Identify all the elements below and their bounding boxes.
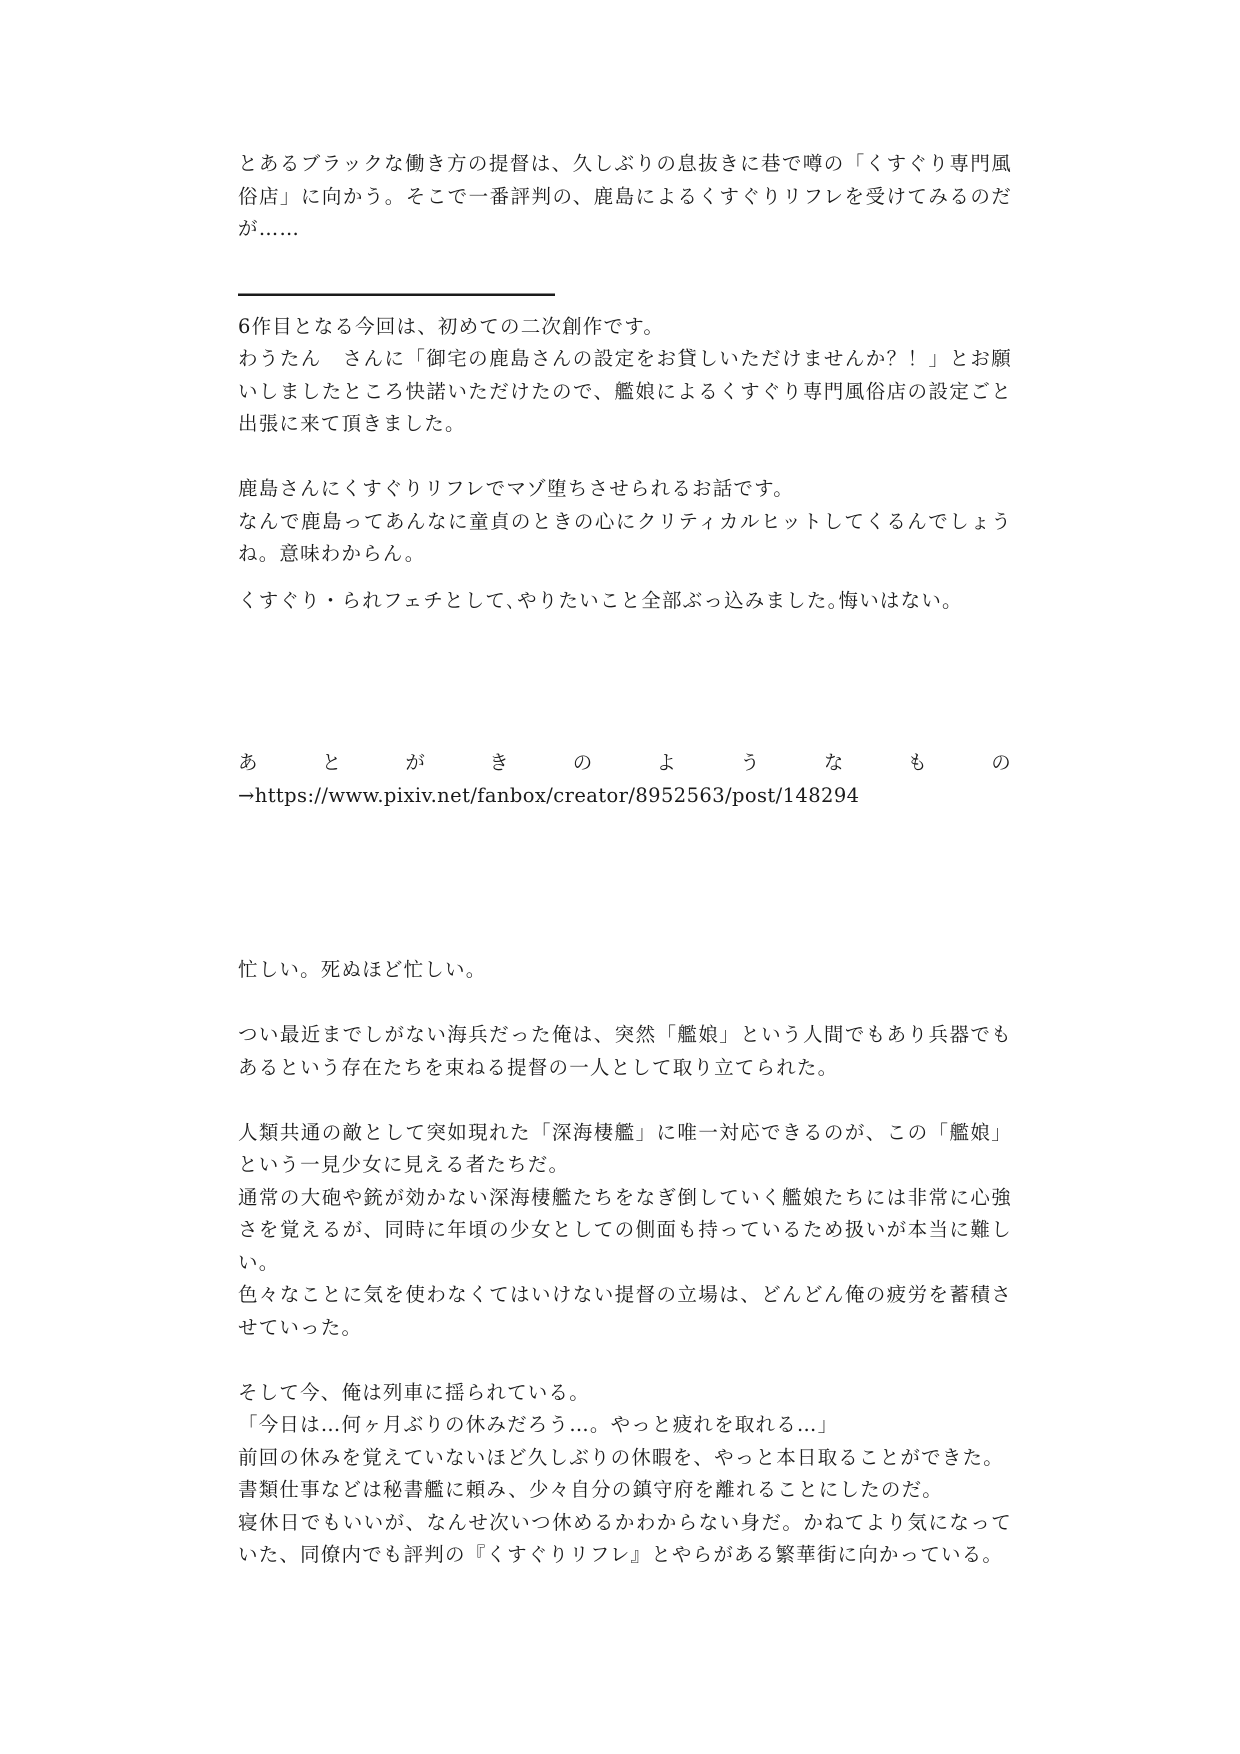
synopsis-paragraph: とあるブラックな働き方の提督は、久しぶりの息抜きに巷で噂の「くすぐり専門風俗店」に向かう。そこで一番評判の、鹿島によるくすぐりリフレを受けてみるのだが…… xyxy=(238,152,1012,240)
blank-line xyxy=(238,1084,1012,1117)
afterword-char: も xyxy=(907,751,929,774)
story-paragraph-9: 書類仕事などは秘書艦に頼み、少々自分の鎮守府を離れることにしたのだ。 xyxy=(238,1478,943,1501)
document-page xyxy=(238,148,1012,1572)
afterword-char: な xyxy=(823,751,845,774)
author-note-comment: なんで鹿島ってあんなに童貞のときの心にクリティカルヒットしてくるんでしょうね。意味わからん。 xyxy=(238,509,1012,565)
story-dialogue-1: 「今日は…何ヶ月ぶりの休みだろう…。やっと疲れを取れる…」 xyxy=(238,1413,839,1436)
afterword-char: の xyxy=(991,751,1012,774)
author-note-summary: 鹿島さんにくすぐりリフレでマゾ堕ちさせられるお話です。 xyxy=(238,477,794,500)
author-note-intro: 6作目となる今回は、初めての二次創作です。 xyxy=(238,314,665,338)
spacer xyxy=(238,812,1012,954)
afterword-char: が xyxy=(405,751,427,774)
afterword-heading xyxy=(238,747,1012,780)
spacer xyxy=(238,571,1012,585)
author-note-permission: わうたん さんに「御宅の鹿島さんの設定をお貸しいただけませんか？！」とお願いしましたところ快諾いただけたので、艦娘によるくすぐり専門風俗店の設定ごと出張に来て頂きました。 xyxy=(238,347,1012,435)
afterword-link[interactable]: →https://www.pixiv.net/fanbox/creator/8952563/post/148294 xyxy=(238,783,860,807)
blank-line xyxy=(238,246,1012,279)
afterword-link-line xyxy=(238,780,1012,813)
afterword-char: よ xyxy=(656,751,678,774)
story-paragraph-5: 色々なことに気を使わなくてはいけない提督の立場は、どんどん俺の疲労を蓄積させていった。 xyxy=(238,1283,1012,1339)
story-paragraph-8: 前回の休みを覚えていないほど久しぶりの休暇を、やっと本日取ることができた。 xyxy=(238,1445,1004,1469)
divider-line: ―――――――――――――――――― xyxy=(238,282,553,305)
afterword-char: の xyxy=(572,751,594,774)
story-paragraph-1: 忙しい。死ぬほど忙しい。 xyxy=(238,958,487,981)
author-note-closing: くすぐり・られフェチとして､やりたいこと全部ぶっ込みました｡悔いはない。 xyxy=(238,588,963,612)
story-paragraph-2: つい最近までしがない海兵だった俺は、突然「艦娘」という人間でもあり兵器でもあるという存在たちを束ねる提督の一人として取り立てられた。 xyxy=(238,1023,1012,1079)
story-paragraph-3: 人類共通の敵として突如現れた「深海棲艦」に唯一対応できるのが、この「艦娘」という一見少女に見える者たちだ。 xyxy=(238,1120,1012,1176)
story-paragraph-10: 寝休日でもいいが、なんせ次いつ休めるかわからない身だ。かねてより気になっていた、同僚内でも評判の『くすぐりリフレ』とやらがある繁華街に向かっている。 xyxy=(238,1510,1012,1566)
story-paragraph-6: そして今、俺は列車に揺られている。 xyxy=(238,1380,590,1404)
blank-line xyxy=(238,1344,1012,1377)
afterword-char: き xyxy=(489,751,510,774)
blank-line xyxy=(238,987,1012,1020)
afterword-char: あ xyxy=(238,751,259,774)
story-paragraph-4: 通常の大砲や銃が効かない深海棲艦たちをなぎ倒していく艦娘たちには非常に心強さを覚えるが、同時に年頃の少女としての側面も持っているため扱いが本当に難しい。 xyxy=(238,1185,1012,1274)
afterword-char: と xyxy=(321,751,343,774)
spacer xyxy=(238,617,1012,747)
blank-line xyxy=(238,441,1012,474)
afterword-char: う xyxy=(740,751,761,774)
